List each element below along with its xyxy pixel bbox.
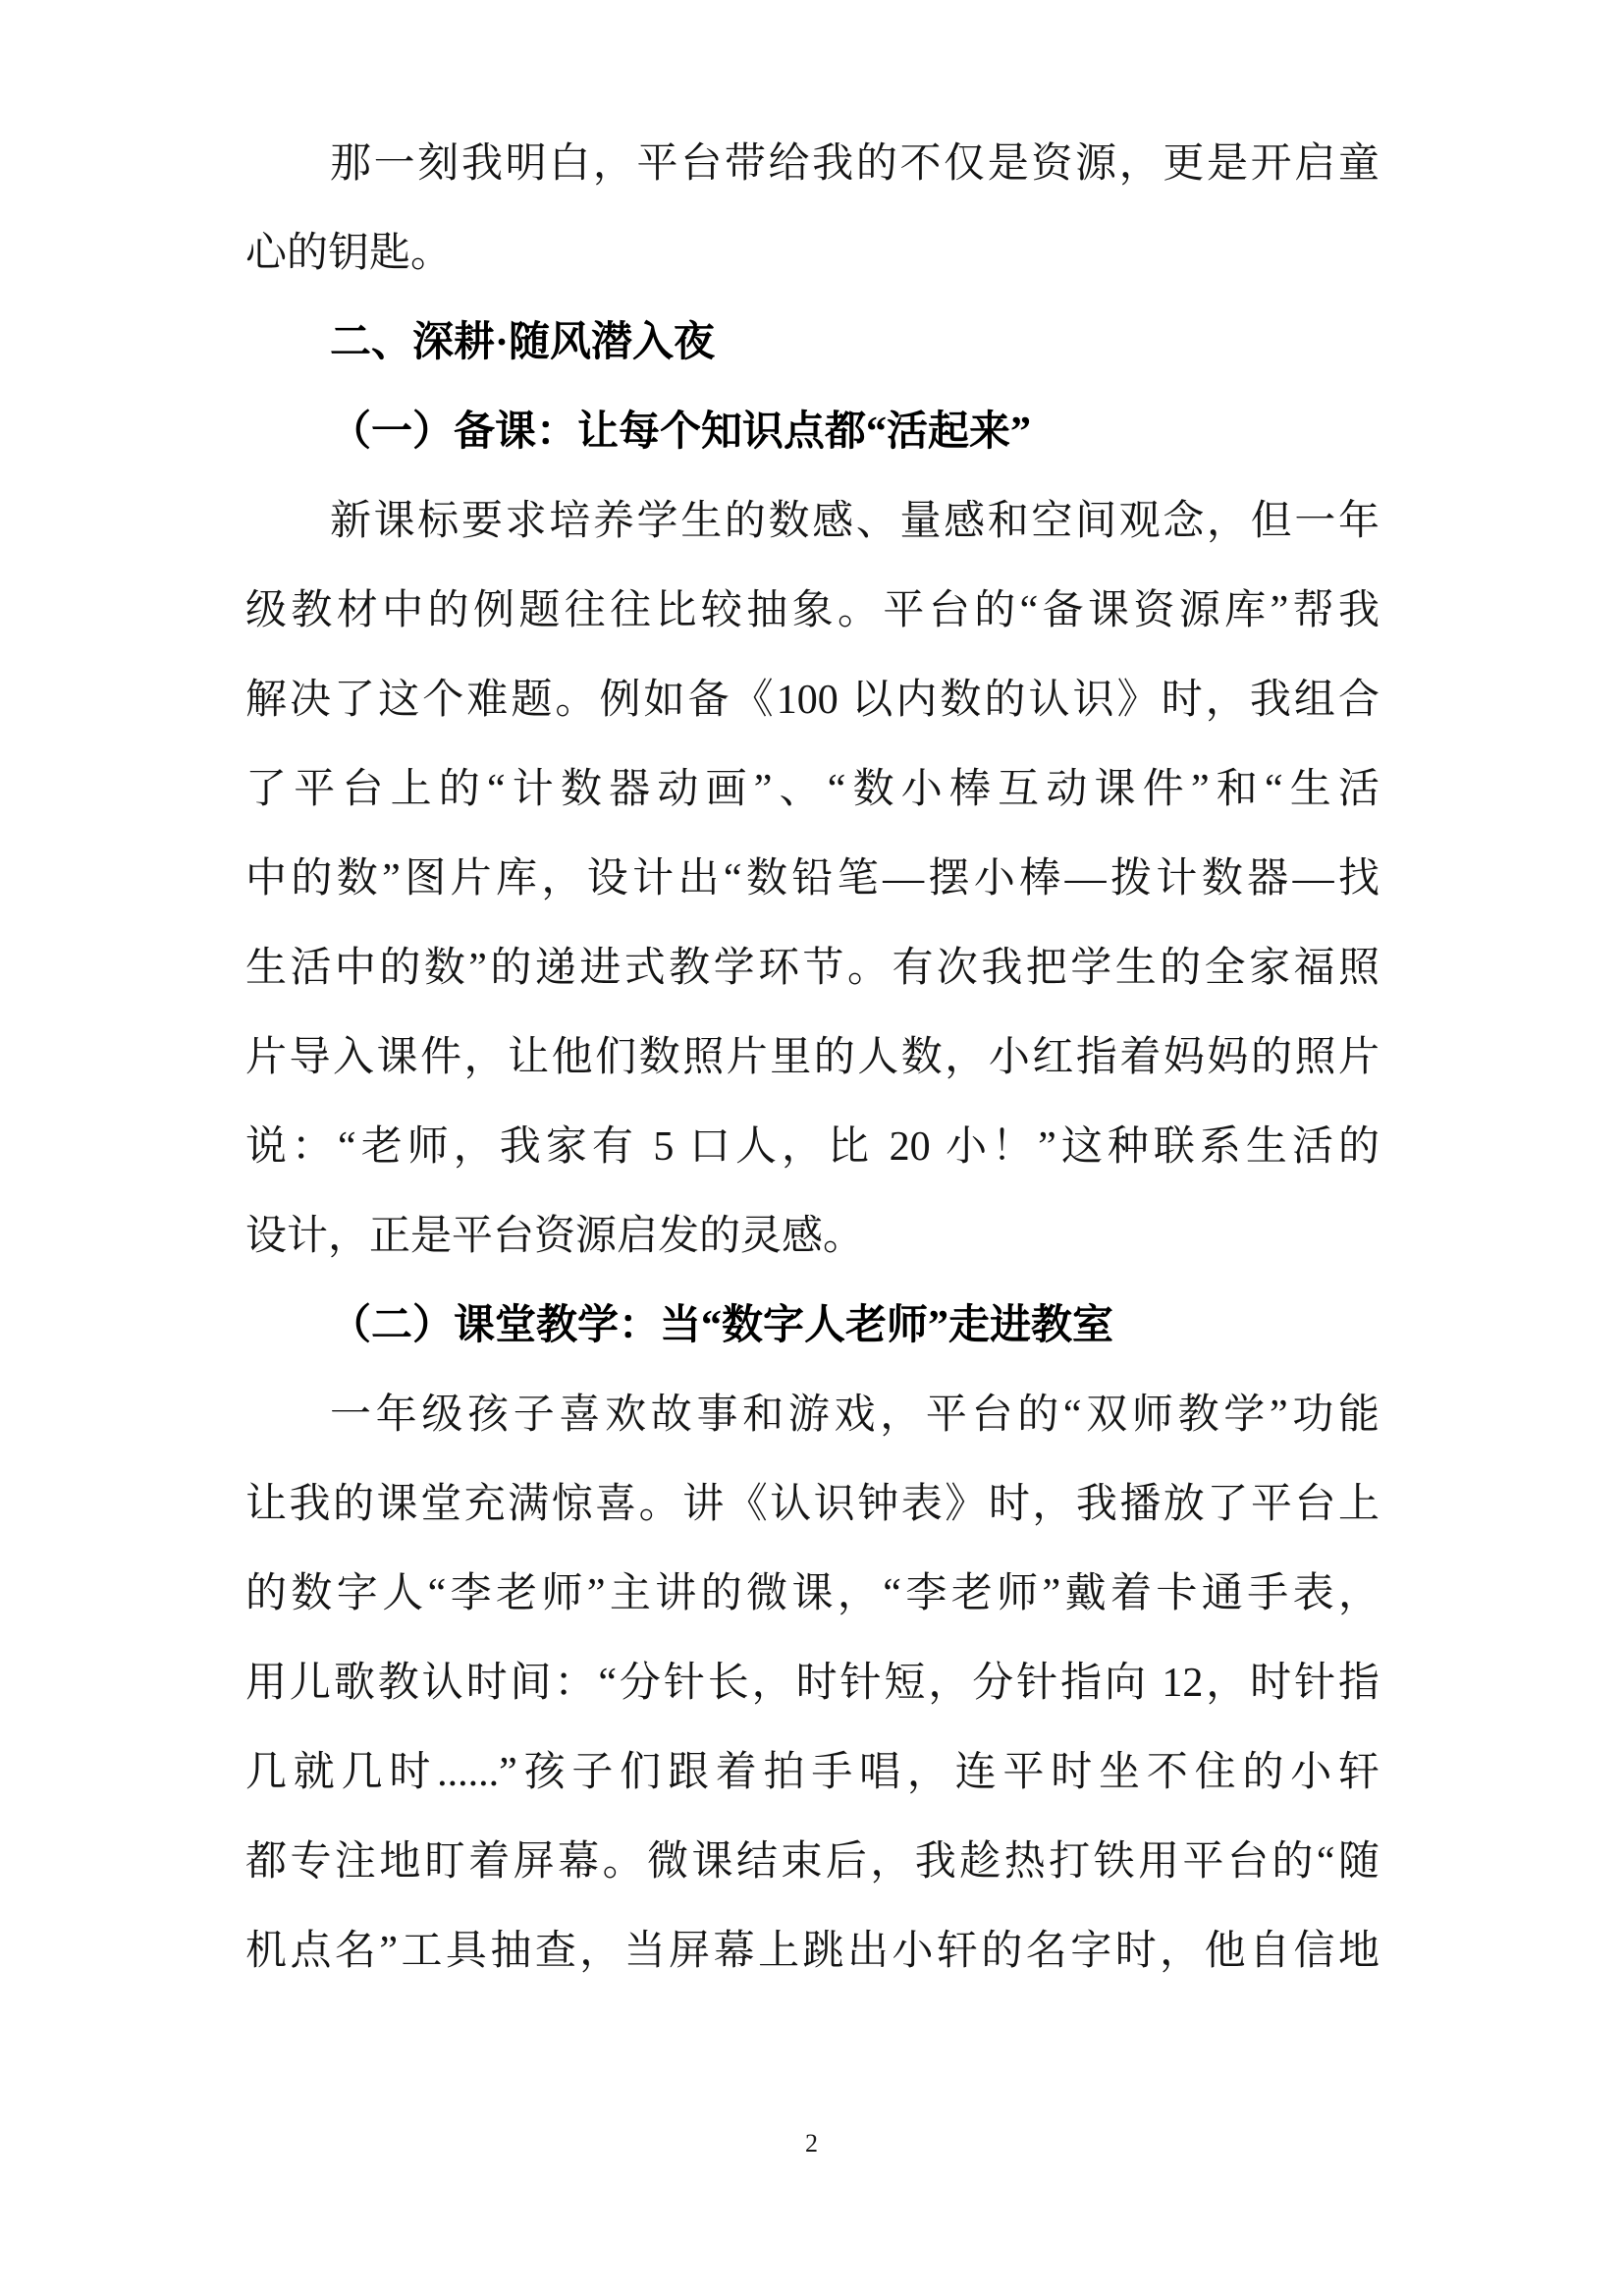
text-line: 新课标要求培养学生的数感、量感和空间观念，但一年 [330, 499, 1380, 544]
text-line: 一年级孩子喜欢故事和游戏，平台的“双师教学”功能 [330, 1393, 1380, 1438]
page-number: 2 [805, 2129, 818, 2158]
page-footer [0, 2129, 1623, 2159]
text-line: 中的数”图片库，设计出“数铅笔—摆小棒—拨计数器—找 [245, 856, 1380, 902]
text-line: 说：“老师，我家有 5 口人，比 20 小！”这种联系生活的 [245, 1124, 1380, 1170]
text-line: 片导入课件，让他们数照片里的人数，小红指着妈妈的照片 [245, 1035, 1380, 1080]
text-line: 让我的课堂充满惊喜。讲《认识钟表》时，我播放了平台上 [245, 1482, 1380, 1527]
heading-line: （一）备课：让每个知识点都“活起来” [330, 410, 1032, 455]
text-line: 那一刻我明白，平台带给我的不仅是资源，更是开启童 [330, 141, 1380, 187]
text-line: 几就几时......”孩子们跟着拍手唱，连平时坐不住的小轩 [245, 1750, 1380, 1795]
document-body [245, 120, 1380, 1996]
text-line: 级教材中的例题往往比较抽象。平台的“备课资源库”帮我 [245, 588, 1380, 633]
text-line: 生活中的数”的递进式教学环节。有次我把学生的全家福照 [245, 946, 1380, 991]
text-line: 用儿歌教认时间：“分针长，时针短，分针指向 12，时针指 [245, 1661, 1380, 1706]
text-line: 了平台上的“计数器动画”、“数小棒互动课件”和“生活 [245, 767, 1380, 812]
text-line: 都专注地盯着屏幕。微课结束后，我趁热打铁用平台的“随 [245, 1839, 1380, 1885]
text-line: 心的钥匙。 [245, 231, 453, 276]
heading-line: （二）课堂教学：当“数字人老师”走进教室 [330, 1303, 1114, 1348]
text-line: 机点名”工具抽查，当屏幕上跳出小轩的名字时，他自信地 [245, 1929, 1380, 1974]
text-line: 的数字人“李老师”主讲的微课，“李老师”戴着卡通手表， [245, 1571, 1380, 1616]
text-line: 解决了这个难题。例如备《100 以内数的认识》时，我组合 [245, 678, 1380, 723]
heading-line: 二、深耕·随风潜入夜 [330, 320, 716, 365]
text-line: 设计，正是平台资源启发的灵感。 [245, 1214, 865, 1259]
